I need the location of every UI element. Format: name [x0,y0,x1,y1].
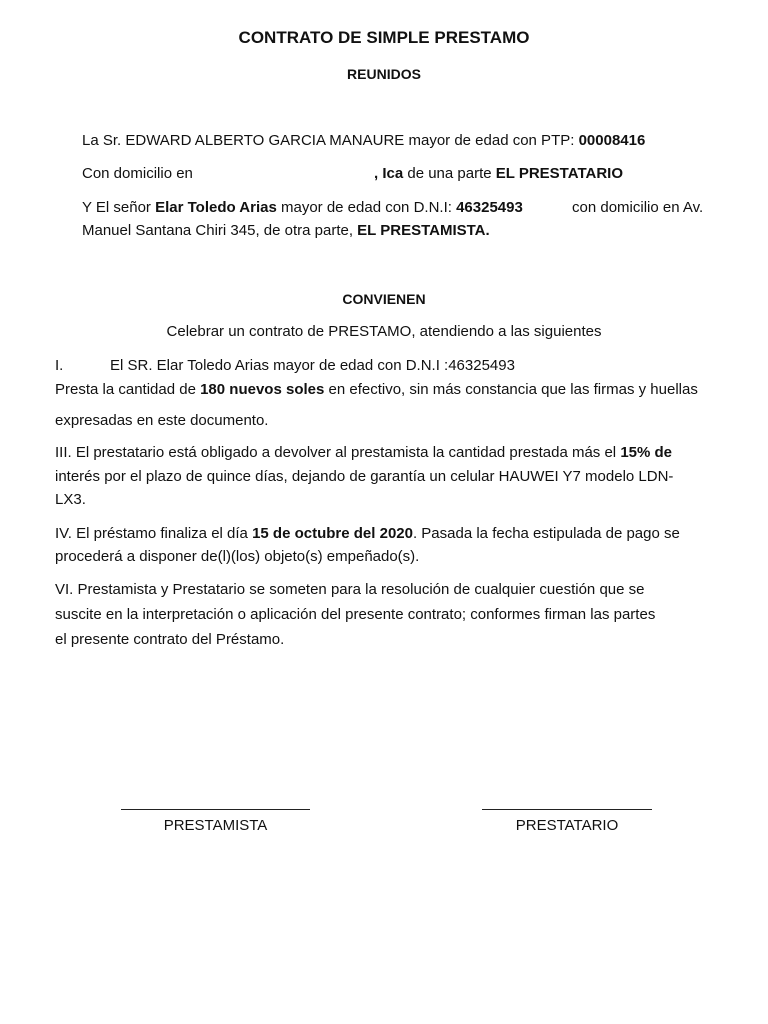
clause-1-text: El SR. Elar Toledo Arias mayor de edad con D.N.I :46325493 [110,357,515,374]
document-title: CONTRATO DE SIMPLE PRESTAMO [238,28,530,47]
prestatario-role: EL PRESTATARIO [495,165,623,182]
party-prestatario-line [82,131,645,151]
clause-4-text-end: . Pasada la fecha estipulada de pago se [412,525,680,542]
dni-number: 46325493 [456,199,523,216]
clause-6-line-2: suscite en la interpretación o aplicación del presente contrato; conformes firman las partes [55,606,656,623]
prestatario-signature-label: PRESTATARIO [515,817,619,834]
party-prestamista-line [82,198,523,218]
prestamista-id-text: mayor de edad con D.N.I: [276,199,457,216]
loan-amount: 180 nuevos soles [200,381,325,398]
prestamista-intro-text: Y El señor [82,199,156,216]
celebrar-text: Celebrar un contrato de PRESTAMO, atendiendo a las siguientes [166,323,602,340]
prestamista-domicile-text: con domicilio en Av. [572,199,704,216]
domicile-text: de una parte [403,165,496,182]
prestamista-address-text: Manuel Santana Chiri 345, de otra parte, [82,222,358,239]
clause-1-number: I. [55,357,64,374]
prestatario-signature-line [482,809,652,810]
reunidos-heading: REUNIDOS [347,66,421,82]
clause-6-line-1: VI. Prestamista y Prestatario se someten para la resolución de cualquier cuestión que se [55,581,645,598]
clause-1-amount-line [55,380,698,400]
clause-1-amount-intro: Presta la cantidad de [55,381,201,398]
clause-1-end: expresadas en este documento. [55,412,269,429]
clause-4-line-1 [55,524,680,544]
clause-6-line-3: el presente contrato del Préstamo. [55,631,285,648]
due-date: 15 de octubre del 2020 [252,525,413,542]
prestamista-name: Elar Toledo Arias [155,199,277,216]
prestamista-role: EL PRESTAMISTA. [357,222,490,239]
ptp-number: 00008416 [578,132,646,149]
clause-4-line-2: procederá a disponer de(l)(los) objeto(s) empeñado(s). [55,548,420,565]
interest-rate: 15% de [620,444,673,461]
clause-3-text: III. El prestatario está obligado a devolver al prestamista la cantidad prestada más el [55,444,621,461]
clause-4-text: IV. El préstamo finaliza el día [55,525,253,542]
prestamista-address-line [82,221,490,241]
clause-3-line-3: LX3. [55,491,86,508]
domicile-city: , Ica [374,165,404,182]
convienen-heading: CONVIENEN [342,291,426,307]
prestatario-domicile-line [374,164,623,184]
clause-1-amount-text: en efectivo, sin más constancia que las firmas y huellas [324,381,698,398]
prestatario-domicile-label: Con domicilio en [82,165,193,182]
prestamista-signature-label: PRESTAMISTA [163,817,268,834]
prestatario-identity-text: La Sr. EDWARD ALBERTO GARCIA MANAURE mayor de edad con PTP: [82,132,579,149]
prestamista-signature-line [121,809,310,810]
clause-3-line-2: interés por el plazo de quince días, dejando de garantía un celular HAUWEI Y7 modelo LDN- [55,468,674,485]
clause-3-line-1 [55,443,672,463]
